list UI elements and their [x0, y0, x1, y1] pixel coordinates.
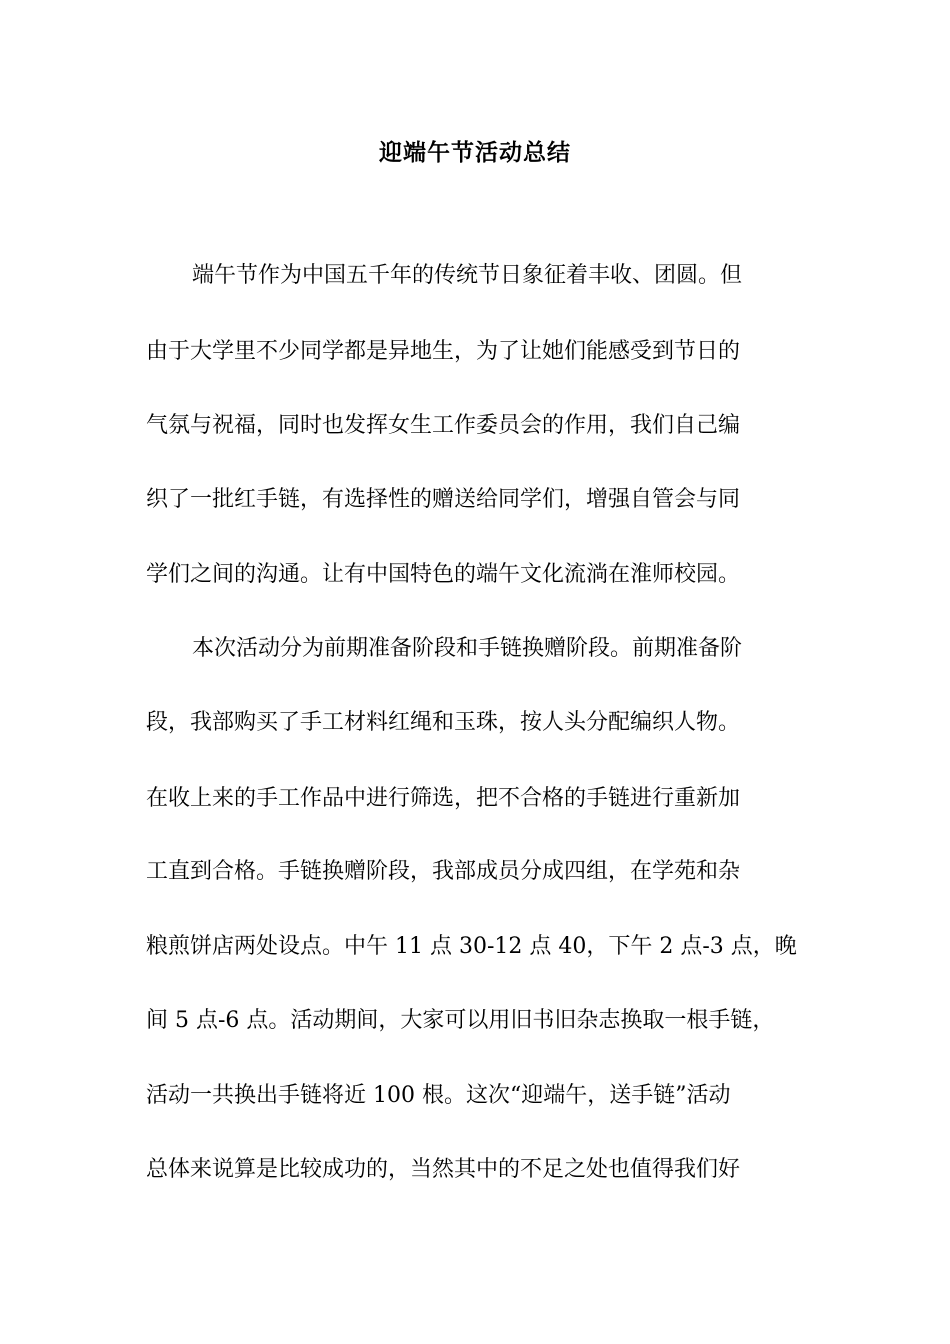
paragraph-2-line-2: 段，我部购买了手工材料红绳和玉珠，按人头分配编织人物。 [146, 710, 741, 735]
paragraph-2-line-8: 总体来说算是比较成功的，当然其中的不足之处也值得我们好 [146, 1157, 741, 1182]
paragraph-1-line-4: 织了一批红手链，有选择性的赠送给同学们，增强自管会与同 [146, 487, 741, 512]
paragraph-2-line-7: 活动一共换出手链将近 100 根。这次“迎端午，送手链”活动 [146, 1083, 731, 1108]
paragraph-2-line-1: 本次活动分为前期准备阶段和手链换赠阶段。前期准备阶 [192, 636, 743, 661]
paragraph-1-line-1: 端午节作为中国五千年的传统节日象征着丰收、团圆。但 [192, 263, 743, 288]
paragraph-1-line-3: 气氛与祝福，同时也发挥女生工作委员会的作用，我们自己编 [146, 413, 741, 438]
paragraph-1-line-2: 由于大学里不少同学都是异地生，为了让她们能感受到节日的 [146, 339, 741, 364]
paragraph-2-line-3: 在收上来的手工作品中进行筛选，把不合格的手链进行重新加 [146, 786, 741, 811]
paragraph-1-line-5: 学们之间的沟通。让有中国特色的端午文化流淌在淮师校园。 [146, 562, 741, 587]
document-title: 迎端午节活动总结 [379, 139, 571, 166]
paragraph-2-line-5: 粮煎饼店两处设点。中午 11 点 30-12 点 40，下午 2 点-3 点，晚 [146, 934, 797, 959]
paragraph-2-line-4: 工直到合格。手链换赠阶段，我部成员分成四组，在学苑和杂 [146, 859, 741, 884]
paragraph-2-line-6: 间 5 点-6 点。活动期间，大家可以用旧书旧杂志换取一根手链， [146, 1008, 775, 1033]
